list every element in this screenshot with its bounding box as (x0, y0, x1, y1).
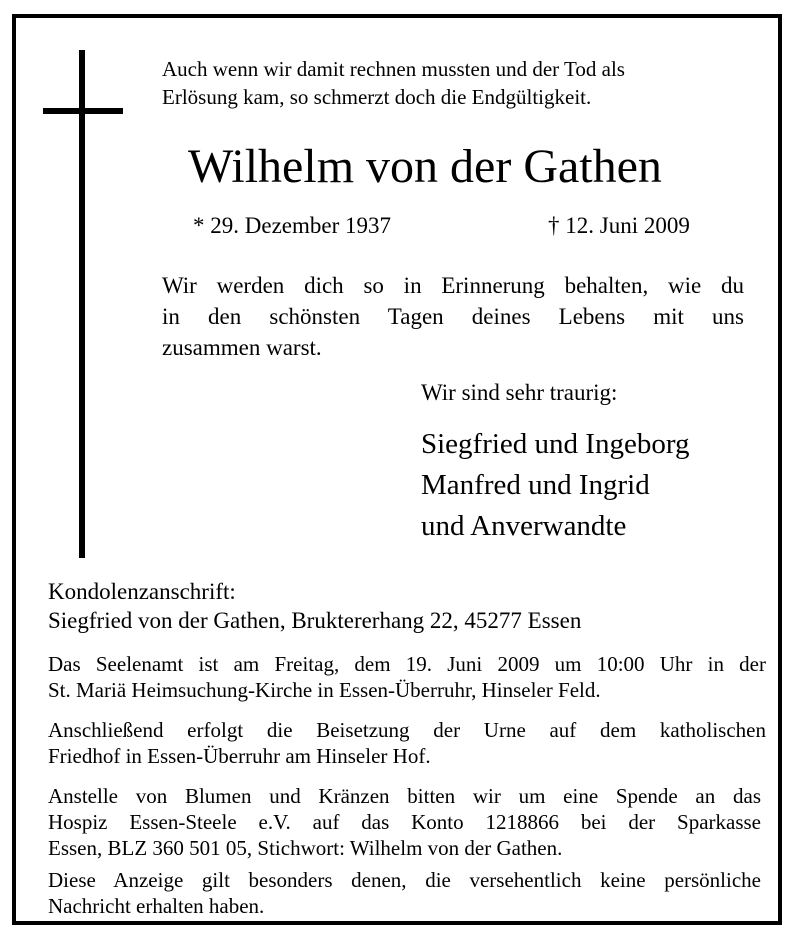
intro-line: Erlösung kam, so schmerzt doch die Endgültigkeit. (162, 85, 592, 109)
paragraph-line: Diese Anzeige gilt besonders denen, die versehentlich keine persönliche (48, 868, 761, 892)
mourners-list (421, 424, 689, 547)
mourner-name: und Anverwandte (421, 510, 627, 542)
quote-line: zusammen warst. (162, 335, 322, 360)
paragraph-line: Essen, BLZ 360 501 05, Stichwort: Wilhelm von der Gathen. (48, 836, 563, 860)
burial-info (48, 717, 766, 769)
paragraph-line: Anstelle von Blumen und Kränzen bitten wir um eine Spende an das (48, 784, 761, 808)
paragraph-line: Das Seelenamt ist am Freitag, dem 19. Juni 2009 um 10:00 Uhr in der (48, 652, 766, 676)
mourners-intro: Wir sind sehr traurig: (421, 380, 618, 405)
paragraph-line: Nachricht erhalten haben. (48, 894, 265, 918)
death-date: † 12. Juni 2009 (548, 213, 690, 238)
quote-line: Wir werden dich so in Erinnerung behalten, wie du (162, 273, 744, 298)
birth-date: * 29. Dezember 1937 (193, 213, 391, 238)
mourner-name: Manfred und Ingrid (421, 469, 650, 501)
cross-icon-bar (43, 108, 123, 114)
intro-line: Auch wenn wir damit rechnen mussten und der Tod als (162, 57, 625, 81)
cross-icon (79, 50, 85, 558)
condolence-label: Kondolenzanschrift: (48, 579, 236, 604)
paragraph-line: Friedhof in Essen-Überruhr am Hinseler Hof. (48, 744, 431, 768)
deceased-name: Wilhelm von der Gathen (188, 140, 662, 193)
memorial-quote (162, 270, 744, 363)
paragraph-line: Anschließend erfolgt die Beisetzung der Urne auf dem katholischen (48, 718, 766, 742)
mourner-name: Siegfried und Ingeborg (421, 428, 690, 460)
paragraph-line: Hospiz Essen-Steele e.V. auf das Konto 1218866 bei der Sparkasse (48, 810, 761, 834)
notice-disclaimer (48, 867, 761, 919)
intro-text (162, 55, 625, 111)
donation-info (48, 783, 761, 861)
paragraph-line: St. Mariä Heimsuchung-Kirche in Essen-Überruhr, Hinseler Feld. (48, 678, 601, 702)
quote-line: in den schönsten Tagen deines Lebens mit uns (162, 304, 744, 329)
condolence-address: Siegfried von der Gathen, Bruktererhang 22, 45277 Essen (48, 608, 582, 633)
funeral-mass-info (48, 651, 766, 703)
